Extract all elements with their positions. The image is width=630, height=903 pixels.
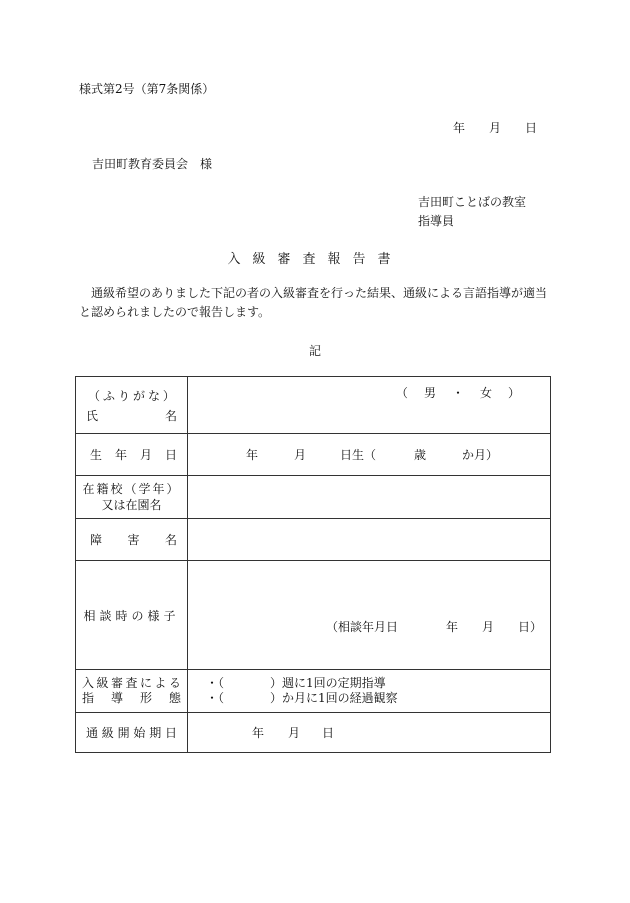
- date-day: 日: [525, 121, 538, 135]
- disability-label: [76, 531, 187, 548]
- guidance-label-char: よ: [154, 676, 167, 690]
- start-month: 月: [288, 726, 301, 740]
- start-value-cell[interactable]: [188, 713, 551, 753]
- consult-date-day: 日）: [517, 620, 542, 634]
- dob-label-cell: [76, 434, 188, 476]
- guidance-opt-2-text: ）か月に1回の経過観察: [270, 691, 398, 705]
- gender-male[interactable]: 男: [423, 386, 436, 400]
- disability-label-char: 名: [164, 533, 177, 547]
- guidance-label-char: 審: [110, 676, 123, 690]
- guidance-option-monthly[interactable]: [206, 691, 550, 706]
- ki-heading: 記: [308, 344, 321, 358]
- report-date: [453, 119, 537, 136]
- start-label-char: 日: [164, 726, 177, 740]
- school-label-cell: [76, 476, 188, 519]
- disability-value-cell[interactable]: [188, 519, 551, 561]
- furigana-label: [76, 387, 187, 404]
- start-label-char: 通: [86, 726, 99, 740]
- disability-label-char: 障: [90, 533, 103, 547]
- dob-age: 歳: [414, 448, 427, 462]
- guidance-label-char: 導: [110, 691, 123, 705]
- start-label-cell: [76, 713, 188, 753]
- gender-close: ）: [507, 386, 520, 400]
- name-value-cell[interactable]: [188, 377, 551, 434]
- row-dob: [76, 434, 551, 476]
- row-name: [76, 377, 551, 434]
- sender-role: 指導員: [418, 214, 455, 228]
- consult-label-cell: [76, 561, 188, 670]
- dob-year: 年: [246, 448, 259, 462]
- disability-label-char: 害: [127, 533, 140, 547]
- start-year: 年: [252, 726, 265, 740]
- start-label: [76, 724, 187, 741]
- start-label-char: 開: [117, 726, 130, 740]
- dob-label-char: 年: [114, 448, 127, 462]
- start-date: [188, 724, 550, 741]
- consult-date-prefix: （相談年月日: [325, 620, 398, 634]
- guidance-label-char: に: [139, 676, 152, 690]
- guidance-label-char: 入: [82, 676, 95, 690]
- disability-label-cell: [76, 519, 188, 561]
- furigana-char: ）: [162, 388, 175, 403]
- guidance-label-char: 指: [82, 691, 95, 705]
- name-char: 名: [164, 408, 177, 423]
- guidance-value-cell: [188, 670, 551, 713]
- gender-open: （: [395, 386, 408, 400]
- document-title: 入級審査報告書: [227, 252, 403, 267]
- name-label: [76, 407, 187, 424]
- dob-month: 月: [294, 448, 307, 462]
- start-day: 日: [322, 726, 335, 740]
- start-label-char: 始: [133, 726, 146, 740]
- guidance-label-cell: [76, 670, 188, 713]
- date-month: 月: [489, 121, 502, 135]
- guidance-opt-2-prefix: ・（: [206, 691, 225, 705]
- sender-organization: 吉田町ことばの教室: [418, 195, 527, 209]
- furigana-char: り: [117, 388, 130, 403]
- consult-date: [326, 618, 542, 635]
- furigana-char: な: [147, 388, 160, 403]
- school-label-line2: 又は在園名: [101, 498, 162, 512]
- dob-months: か月）: [462, 448, 499, 462]
- guidance-label-line2: [76, 691, 187, 706]
- furigana-char: ふ: [102, 388, 115, 403]
- guidance-options: [188, 676, 550, 706]
- row-guidance: [76, 670, 551, 713]
- row-school: [76, 476, 551, 519]
- consult-label: 相談時の様子: [83, 608, 180, 623]
- dob-label-char: 日: [164, 448, 177, 462]
- dob-fields: [188, 446, 550, 463]
- consult-date-month: 月: [481, 620, 494, 634]
- row-disability: [76, 519, 551, 561]
- dob-label-char: 生: [90, 448, 103, 462]
- row-start-date: [76, 713, 551, 753]
- school-label-line1: 在籍校（学年）: [82, 482, 181, 496]
- guidance-label-char: 級: [96, 676, 109, 690]
- recipient: 吉田町教育委員会 様: [92, 157, 213, 171]
- consult-date-year: 年: [445, 620, 458, 634]
- consult-value-cell[interactable]: [188, 561, 551, 670]
- date-year: 年: [453, 121, 466, 135]
- gender-dot: ・: [451, 386, 464, 400]
- dob-label-char: 月: [139, 448, 152, 462]
- gender-female[interactable]: 女: [479, 386, 492, 400]
- start-label-char: 期: [149, 726, 162, 740]
- name-label-cell: [76, 377, 188, 434]
- dob-day: 日生（: [340, 448, 377, 462]
- guidance-label-line1: [76, 676, 187, 691]
- guidance-label-char: 査: [125, 676, 138, 690]
- name-char: 氏: [86, 408, 99, 423]
- guidance-label-char: 態: [168, 691, 181, 705]
- guidance-label-char: る: [168, 676, 181, 690]
- furigana-char: （: [88, 388, 101, 403]
- guidance-opt-1-text: ）週に1回の定期指導: [270, 676, 386, 690]
- guidance-label-char: 形: [139, 691, 152, 705]
- school-value-cell[interactable]: [188, 476, 551, 519]
- dob-label: [76, 446, 187, 463]
- form-number: 様式第2号（第7条関係）: [79, 82, 215, 96]
- furigana-char: が: [132, 388, 145, 403]
- guidance-option-weekly[interactable]: [206, 676, 550, 691]
- start-label-char: 級: [101, 726, 114, 740]
- row-consultation: [76, 561, 551, 670]
- body-text: 通級希望のありました下記の者の入級審査を行った結果、通級による言語指導が適当と認められましたので報告します。: [79, 286, 548, 319]
- gender-selector[interactable]: [396, 384, 520, 401]
- report-table: [75, 376, 551, 753]
- dob-value-cell[interactable]: [188, 434, 551, 476]
- guidance-opt-1-prefix: ・（: [206, 676, 225, 690]
